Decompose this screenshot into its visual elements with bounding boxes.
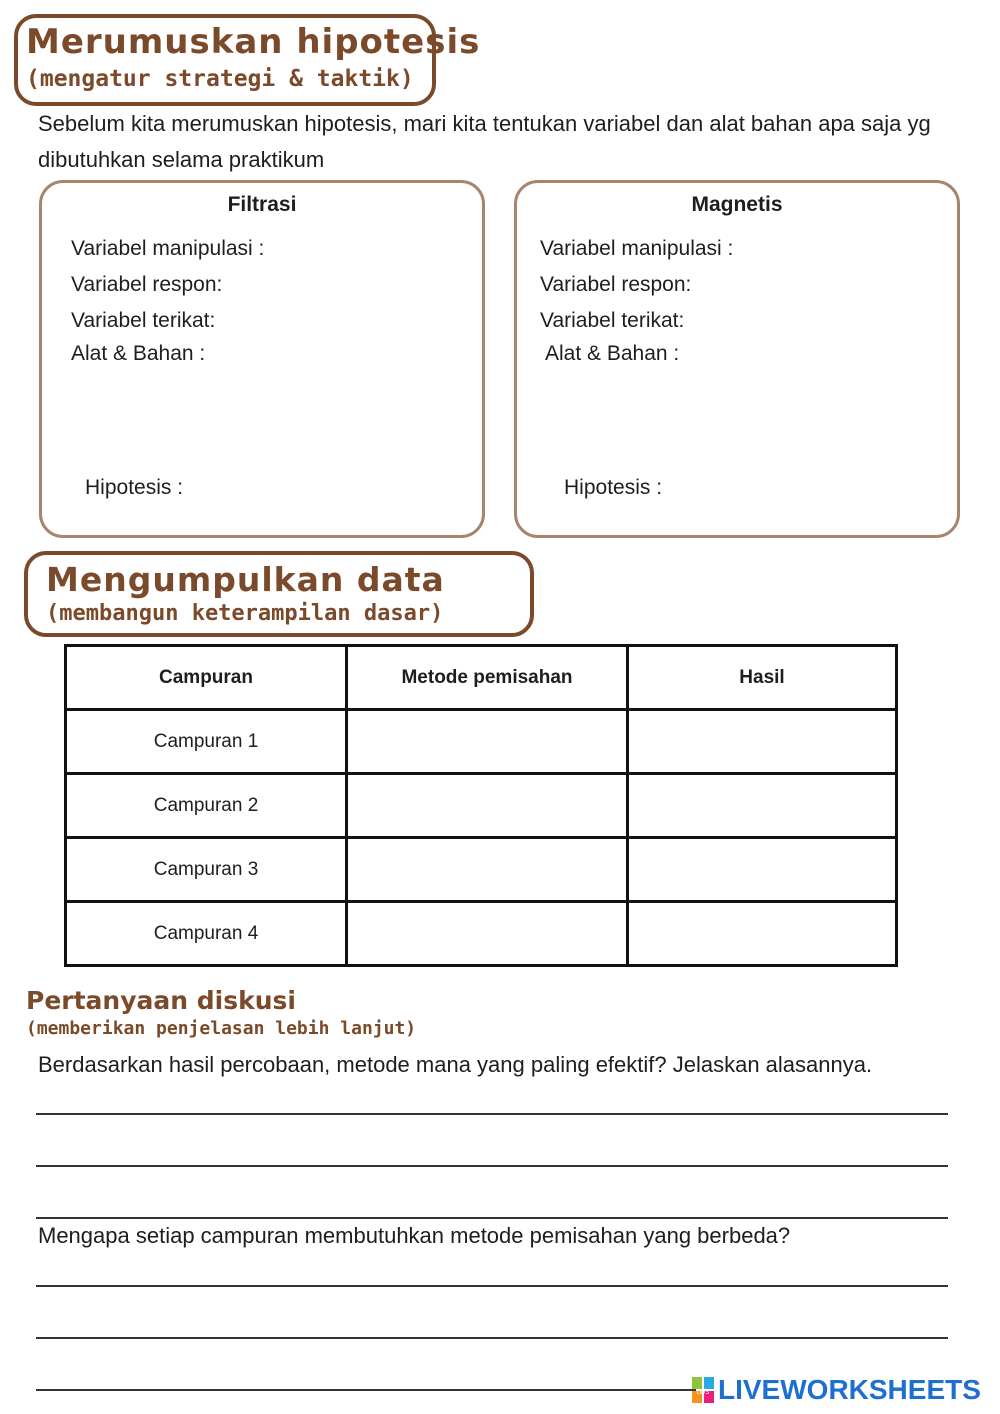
table-row <box>66 774 897 838</box>
card-title-magnetis: Magnetis <box>691 193 783 216</box>
variabel-respon-label: Variabel respon: <box>71 273 223 296</box>
table-row <box>66 710 897 774</box>
logo-letters: LWS <box>696 1389 710 1396</box>
column-header-metode: Metode pemisahan <box>347 646 628 710</box>
data-subtitle: (membangun keterampilan dasar) <box>46 601 444 626</box>
hipotesis-label: Hipotesis : <box>85 476 184 499</box>
metode-cell[interactable] <box>347 710 628 774</box>
answer-line[interactable] <box>36 1337 948 1339</box>
row-label: Campuran 3 <box>66 838 347 902</box>
hasil-cell[interactable] <box>628 902 897 966</box>
column-header-hasil: Hasil <box>628 646 897 710</box>
alat-bahan-label: Alat & Bahan : <box>545 342 680 365</box>
liveworksheets-logo-icon <box>692 1377 714 1403</box>
hasil-cell[interactable] <box>628 774 897 838</box>
hypothesis-title: Merumuskan hipotesis <box>26 22 481 62</box>
metode-cell[interactable] <box>347 902 628 966</box>
card-magnetis <box>514 180 960 538</box>
discussion-subtitle: (memberikan penjelasan lebih lanjut) <box>26 1018 417 1039</box>
variabel-manipulasi-label: Variabel manipulasi : <box>540 237 734 260</box>
column-header-campuran: Campuran <box>66 646 347 710</box>
hasil-cell[interactable] <box>628 838 897 902</box>
row-label: Campuran 4 <box>66 902 347 966</box>
table-row <box>66 902 897 966</box>
data-table <box>64 644 898 967</box>
discussion-title: Pertanyaan diskusi <box>26 986 296 1015</box>
liveworksheets-brand <box>692 1374 981 1406</box>
variabel-terikat-label: Variabel terikat: <box>540 309 685 332</box>
row-label: Campuran 2 <box>66 774 347 838</box>
question-1: Berdasarkan hasil percobaan, metode mana yang paling efektif? Jelaskan alasannya. <box>38 1052 873 1077</box>
row-label: Campuran 1 <box>66 710 347 774</box>
brand-name: LIVEWORKSHEETS <box>718 1374 981 1405</box>
answer-line[interactable] <box>36 1113 948 1115</box>
answer-line[interactable] <box>36 1217 948 1219</box>
intro-text: Sebelum kita merumuskan hipotesis, mari kita tentukan variabel dan alat bahan apa saja yg dibutuhkan selama praktikum <box>38 111 931 172</box>
card-filtrasi <box>39 180 485 538</box>
data-title: Mengumpulkan data <box>46 560 445 599</box>
table-header-row <box>66 646 897 710</box>
hipotesis-label: Hipotesis : <box>564 476 663 499</box>
card-title-filtrasi: Filtrasi <box>227 193 297 216</box>
answer-line[interactable] <box>36 1165 948 1167</box>
metode-cell[interactable] <box>347 838 628 902</box>
hasil-cell[interactable] <box>628 710 897 774</box>
question-2: Mengapa setiap campuran membutuhkan metode pemisahan yang berbeda? <box>38 1223 791 1248</box>
metode-cell[interactable] <box>347 774 628 838</box>
table-row <box>66 838 897 902</box>
variabel-terikat-label: Variabel terikat: <box>71 309 216 332</box>
answer-line[interactable] <box>36 1285 948 1287</box>
alat-bahan-label: Alat & Bahan : <box>71 342 206 365</box>
variabel-respon-label: Variabel respon: <box>540 273 692 296</box>
answer-line[interactable] <box>36 1389 696 1391</box>
hypothesis-subtitle: (mengatur strategi & taktik) <box>26 66 414 92</box>
variabel-manipulasi-label: Variabel manipulasi : <box>71 237 265 260</box>
